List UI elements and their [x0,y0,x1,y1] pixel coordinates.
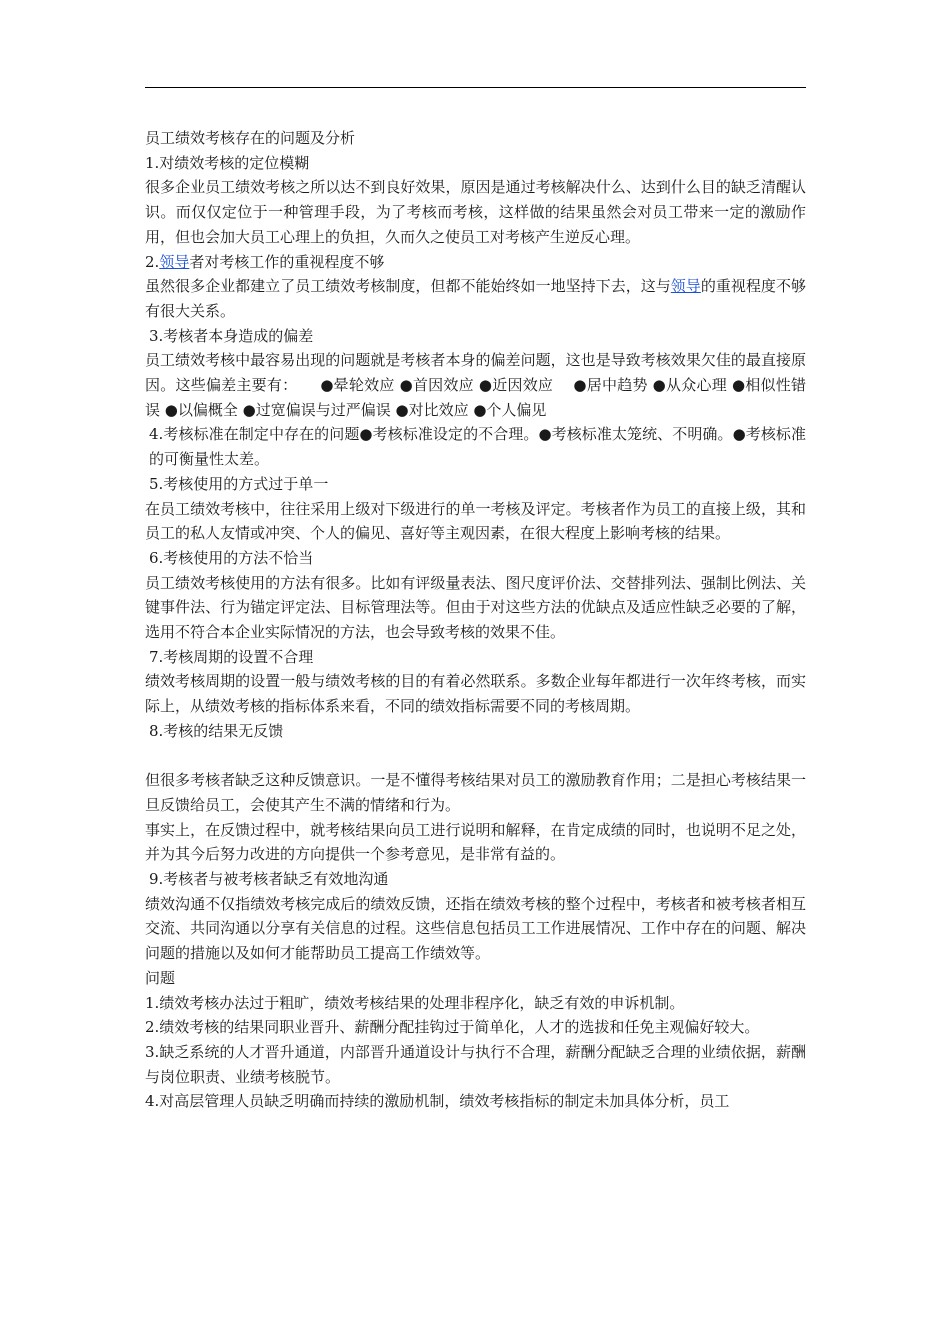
section-3-body: 员工绩效考核中最容易出现的问题就是考核者本身的偏差问题，这也是导致考核效果欠佳的最直接原因。这些偏差主要有： ●晕轮效应 ●首因效应 ●近因效应 ●居中趋势 ●从众心理 ●相似性错误 ●以偏概全 ●过宽偏误与过严偏误 ●对比效应 ●个人偏见 [145,351,806,419]
section-6-body: 员工绩效考核使用的方法有很多。比如有评级量表法、图尺度评价法、交替排列法、强制比例法、关键事件法、行为锚定评定法、目标管理法等。但由于对这些方法的优缺点及适应性缺乏必要的了解，选用不符合本企业实际情况的方法，也会导致考核的效果不佳。 [145,573,806,642]
problem-item-1: 1.绩效考核办法过于粗旷，绩效考核结果的处理非程序化，缺乏有效的申诉机制。 [145,993,685,1012]
section-3-heading: 3.考核者本身造成的偏差 [149,326,314,345]
blank-line [145,744,806,769]
section-1-heading: 1.对绩效考核的定位模糊 [145,153,310,172]
document-title: 员工绩效考核存在的问题及分析 [145,129,356,147]
section-2-body-text: 虽然很多企业都建立了员工绩效考核制度，但都不能始终如一地坚持下去，这与 [145,277,671,296]
problem-item-3: 3.缺乏系统的人才晋升通道，内部晋升通道设计与执行不合理，薪酬分配缺乏合理的业绩依据，薪酬与岗位职责、业绩考核脱节。 [145,1043,806,1086]
document-body [145,126,806,1114]
problems-heading: 问题 [145,968,176,987]
section-8-body-1: 但很多考核者缺乏这种反馈意识。一是不懂得考核结果对员工的激励教育作用；二是担心考核结果一旦反馈给员工，会使其产生不满的情绪和行为。 [145,771,806,814]
section-2-number: 2. [145,252,160,271]
section-8-heading: 8.考核的结果无反馈 [149,721,284,740]
section-6-heading: 6.考核使用的方法不恰当 [149,548,314,567]
problem-item-2: 2.绩效考核的结果同职业晋升、薪酬分配挂钩过于简单化，人才的选拔和任免主观偏好较大。 [145,1018,760,1037]
section-2-heading-text: 者对考核工作的重视程度不够 [189,252,385,271]
section-2-body [145,274,806,323]
header-rule [145,87,806,88]
section-7-heading: 7.考核周期的设置不合理 [149,647,314,666]
section-1-body: 很多企业员工绩效考核之所以达不到良好效果，原因是通过考核解决什么、达到什么目的缺乏清醒认识。而仅仅定位于一种管理手段，为了考核而考核，这样做的结果虽然会对员工带来一定的激励作用，但也会加大员工心理上的负担，久而久之使员工对考核产生逆反心理。 [145,178,806,246]
section-9-body: 绩效沟通不仅指绩效考核完成后的绩效反馈，还指在绩效考核的整个过程中，考核者和被考核者相互交流、共同沟通以分享有关信息的过程。这些信息包括员工工作进展情况、工作中存在的问题、解决问题的措施以及如何才能帮助员工提高工作绩效等。 [145,894,806,963]
section-4-text: 4.考核标准在制定中存在的问题●考核标准设定的不合理。●考核标准太笼统、不明确。●考核标准的可衡量性太差。 [149,425,806,469]
section-2-heading [145,250,806,275]
section-7-body: 绩效考核周期的设置一般与绩效考核的目的有着必然联系。多数企业每年都进行一次年终考核，而实际上，从绩效考核的指标体系来看，不同的绩效指标需要不同的考核周期。 [145,672,806,716]
section-5-heading: 5.考核使用的方式过于单一 [149,474,329,493]
section-5-body: 在员工绩效考核中，往往采用上级对下级进行的单一考核及评定。考核者作为员工的直接上级，其和员工的私人友情或冲突、个人的偏见、喜好等主观因素，在很大程度上影响考核的结果。 [145,499,806,543]
leader-link[interactable]: 领导 [670,277,701,296]
section-8-body-2: 事实上，在反馈过程中，就考核结果向员工进行说明和解释，在肯定成绩的同时，也说明不足之处，并为其今后努力改进的方向提供一个参考意见，是非常有益的。 [145,820,806,864]
leader-link[interactable]: 领导 [159,252,190,271]
problem-item-4: 4.对高层管理人员缺乏明确而持续的激励机制，绩效考核指标的制定未加具体分析，员工 [145,1092,730,1111]
section-9-heading: 9.考核者与被考核者缺乏有效地沟通 [149,870,389,889]
section-2-body-text-end: 的重视程度不够有很大关系。 [145,277,806,320]
